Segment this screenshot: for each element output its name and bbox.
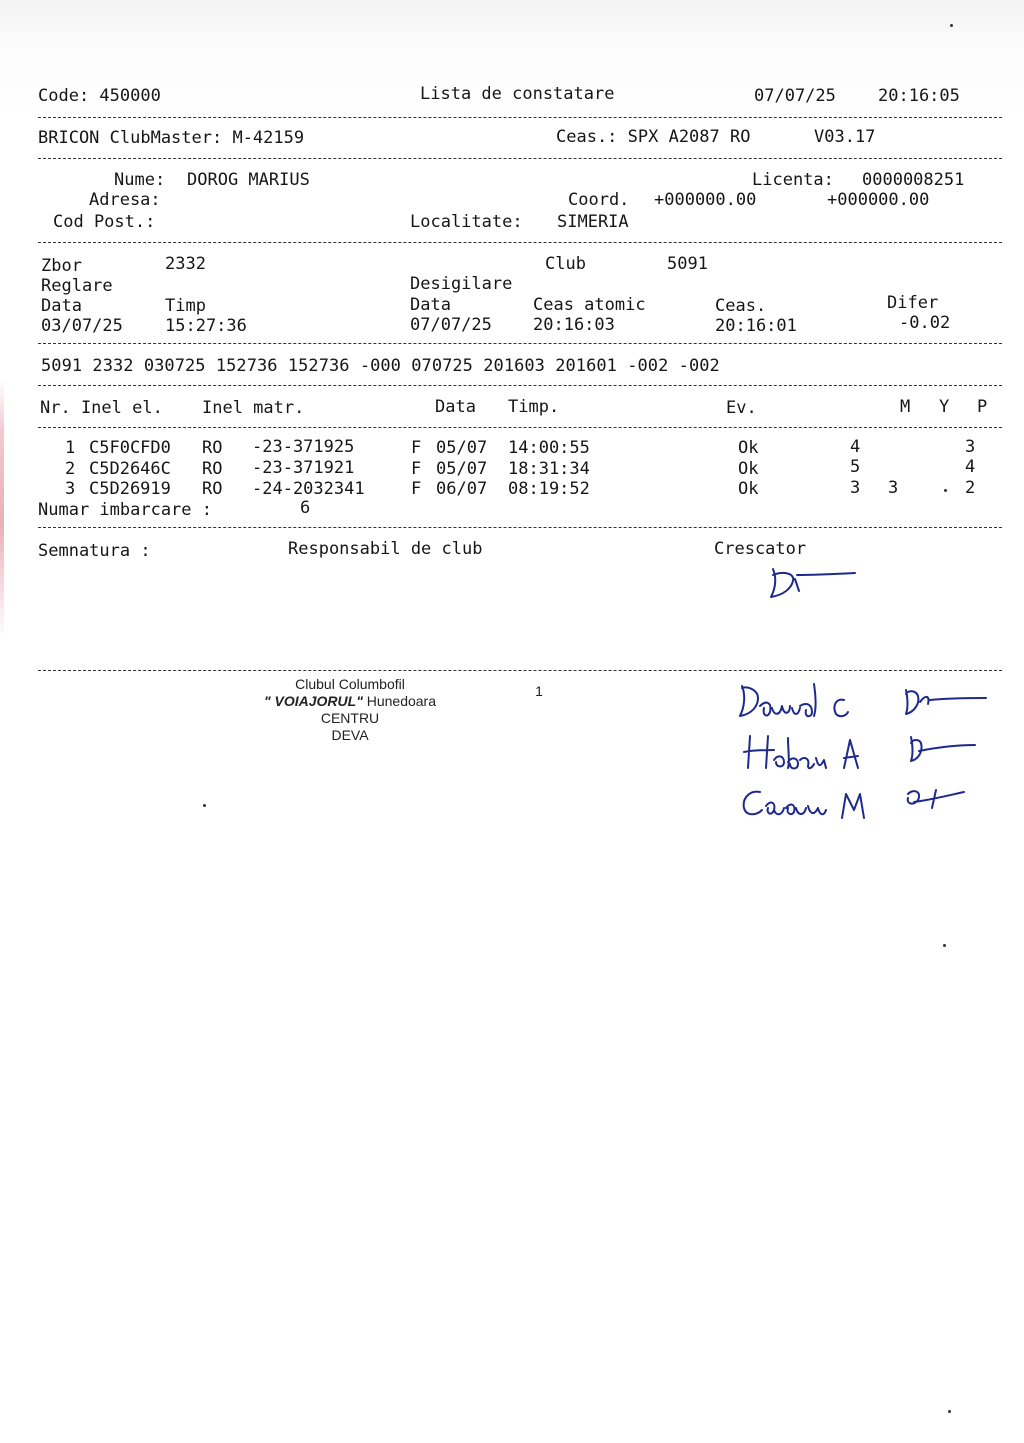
arrival-time: 18:31:34 (508, 459, 590, 479)
club-stamp (240, 676, 460, 744)
coord-y: +000000.00 (827, 190, 930, 210)
name-label: Nume: (114, 170, 166, 190)
m-value: 5 (850, 457, 861, 477)
atomic-clock-label: Ceas atomic (533, 295, 646, 315)
coord-x: +000000.00 (654, 190, 757, 210)
fancier-name: DOROG MARIUS (187, 170, 310, 190)
p-value: 2 (965, 478, 976, 498)
flight-label: Zbor (41, 256, 82, 276)
stamp-line-2 (240, 693, 460, 710)
divider (38, 670, 1002, 671)
header-date: 07/07/25 (754, 86, 836, 106)
col-header-m: M (900, 397, 911, 417)
ring-number: -23-371925 (252, 437, 355, 457)
col-header-p: P (977, 397, 988, 417)
atomic-time: 20:16:03 (533, 315, 615, 335)
setting-date: 03/07/25 (41, 316, 123, 336)
p-value: 4 (965, 457, 976, 477)
divider (38, 385, 1002, 386)
arrival-time: 14:00:55 (508, 438, 590, 458)
clock-time: 20:16:01 (715, 316, 797, 336)
country-code: RO (202, 459, 223, 479)
clubmaster-id: BRICON ClubMaster: M-42159 (38, 128, 305, 148)
club-number: 5091 (667, 254, 708, 274)
arrival-date: 05/07 (436, 459, 488, 479)
club-label: Club (545, 254, 586, 274)
signature-label: Semnatura : (38, 541, 151, 561)
scan-edge-mark (0, 380, 4, 640)
ring-number: -24-2032341 (252, 479, 365, 499)
p-value: 3 (965, 437, 976, 457)
unseal-label: Desigilare (410, 274, 513, 294)
row-number: 2 (65, 459, 76, 479)
row-number: 3 (65, 479, 76, 499)
arrival-date: 06/07 (436, 479, 488, 499)
setting-time: 15:27:36 (165, 316, 247, 336)
boarding-count: 6 (300, 498, 311, 518)
divider (38, 527, 1002, 528)
m-value: 4 (850, 437, 861, 457)
club-responsible-label: Responsabil de club (288, 539, 483, 559)
clock-id: Ceas.: SPX A2087 RO (556, 127, 751, 147)
summary-code-line: 5091 2332 030725 152736 152736 -000 070725 201603 201601 -002 -002 (41, 356, 720, 376)
col-header-ring: Nr. Inel el. (40, 398, 163, 418)
event-status: Ok (738, 459, 759, 479)
unseal-date-label: Data (410, 295, 451, 315)
divider (38, 242, 1002, 243)
col-header-reg-ring: Inel matr. (202, 398, 305, 418)
postcode-label: Cod Post.: (53, 212, 156, 232)
time-difference: -0.02 (899, 313, 951, 333)
y-value: 3 (888, 478, 899, 498)
divider (38, 117, 1002, 118)
event-status: Ok (738, 438, 759, 458)
m-value: 3 (850, 478, 861, 498)
arrival-time: 08:19:52 (508, 479, 590, 499)
chip-id: C5D26919 (89, 479, 171, 499)
col-header-event: Ev. (726, 398, 757, 418)
page-title: Lista de constatare (420, 84, 615, 104)
stamp-line-3: CENTRU (320, 710, 380, 726)
flag: F (411, 459, 422, 479)
divider (38, 158, 1002, 159)
col-header-time: Timp. (508, 397, 560, 417)
locality-label: Localitate: (410, 212, 523, 232)
witness-signature-3 (900, 784, 970, 814)
chip-id: C5F0CFD0 (89, 438, 171, 458)
stamp-line-4: DEVA (331, 727, 369, 743)
locality: SIMERIA (557, 212, 629, 232)
stamp-club-name: " VOIAJORUL" (263, 693, 363, 709)
witness-name-1-handwriting (736, 678, 886, 724)
row-number: 1 (65, 438, 76, 458)
difference-label: Difer (887, 293, 939, 313)
arrival-date: 05/07 (436, 438, 488, 458)
page-number: 1 (535, 683, 543, 699)
clock-label: Ceas. (715, 296, 767, 316)
witness-name-2-handwriting (738, 730, 878, 776)
flag: F (411, 479, 422, 499)
col-header-y: Y (939, 397, 950, 417)
setting-label: Reglare (41, 276, 113, 296)
breeder-label: Crescator (714, 539, 807, 559)
header-time: 20:16:05 (878, 86, 960, 106)
ring-number: -23-371921 (252, 458, 355, 478)
stamp-line-1: Clubul Columbofil (295, 676, 405, 692)
license-number: 0000008251 (862, 170, 965, 190)
divider (38, 427, 1002, 428)
header-code: Code: 450000 (38, 86, 161, 106)
stamp-club-city: Hunedoara (366, 693, 436, 709)
witness-signature-1 (900, 684, 990, 720)
col-header-date: Data (435, 397, 476, 417)
coord-label: Coord. (568, 190, 630, 210)
unseal-date: 07/07/25 (410, 315, 492, 335)
setting-date-label: Data (41, 296, 82, 316)
stray-mark (943, 944, 946, 947)
setting-time-label: Timp (165, 296, 206, 316)
country-code: RO (202, 479, 223, 499)
chip-id: C5D2646C (89, 459, 171, 479)
stray-mark (950, 24, 953, 27)
breeder-signature (765, 565, 860, 605)
stray-mark (203, 804, 206, 807)
stray-mark (948, 1410, 951, 1413)
witness-signature-2 (905, 733, 980, 767)
event-status: Ok (738, 479, 759, 499)
flight-number: 2332 (165, 254, 206, 274)
address-label: Adresa: (89, 190, 161, 210)
divider (38, 343, 1002, 344)
boarding-label: Numar imbarcare : (38, 500, 212, 520)
country-code: RO (202, 438, 223, 458)
witness-name-3-handwriting (738, 780, 888, 826)
stray-mark (944, 489, 947, 492)
firmware-version: V03.17 (814, 127, 876, 147)
flag: F (411, 438, 422, 458)
license-label: Licenta: (752, 170, 834, 190)
